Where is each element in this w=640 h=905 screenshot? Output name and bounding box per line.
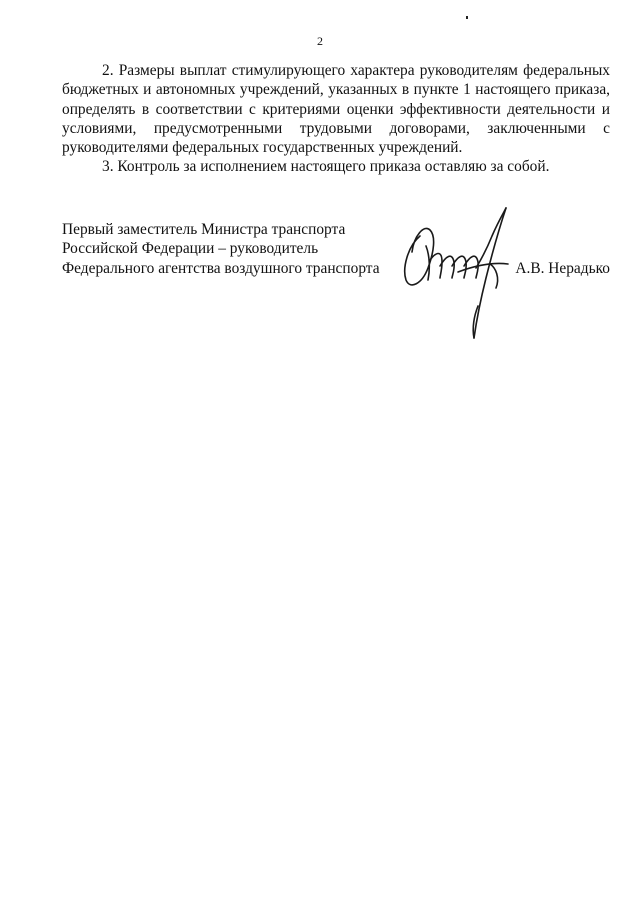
signatory-name: А.В. Нерадько	[515, 259, 610, 277]
scan-speck	[466, 16, 468, 19]
page-number: 2	[317, 34, 323, 48]
paragraph-2: 2. Размеры выплат стимулирующего характера руководителям федеральных бюджетных и автономных учреждений, указанных в пункте 1 настоящего приказа, определять в соответствии с критериями оценки эффективности деятельности и условиями, предусмотренными трудовыми договорами, заключенными с руководителями федеральных государственных учреждений.	[62, 62, 610, 157]
signatory-position	[62, 220, 380, 278]
position-line: Российской Федерации – руководитель	[62, 240, 319, 258]
position-line: Федерального агентства воздушного транспорта	[62, 259, 380, 277]
document-body	[62, 61, 610, 177]
paragraph-3: 3. Контроль за исполнением настоящего приказа оставляю за собой.	[102, 158, 550, 176]
signature-block	[62, 220, 610, 360]
handwritten-signature	[400, 206, 530, 342]
position-line: Первый заместитель Министра транспорта	[62, 221, 346, 238]
